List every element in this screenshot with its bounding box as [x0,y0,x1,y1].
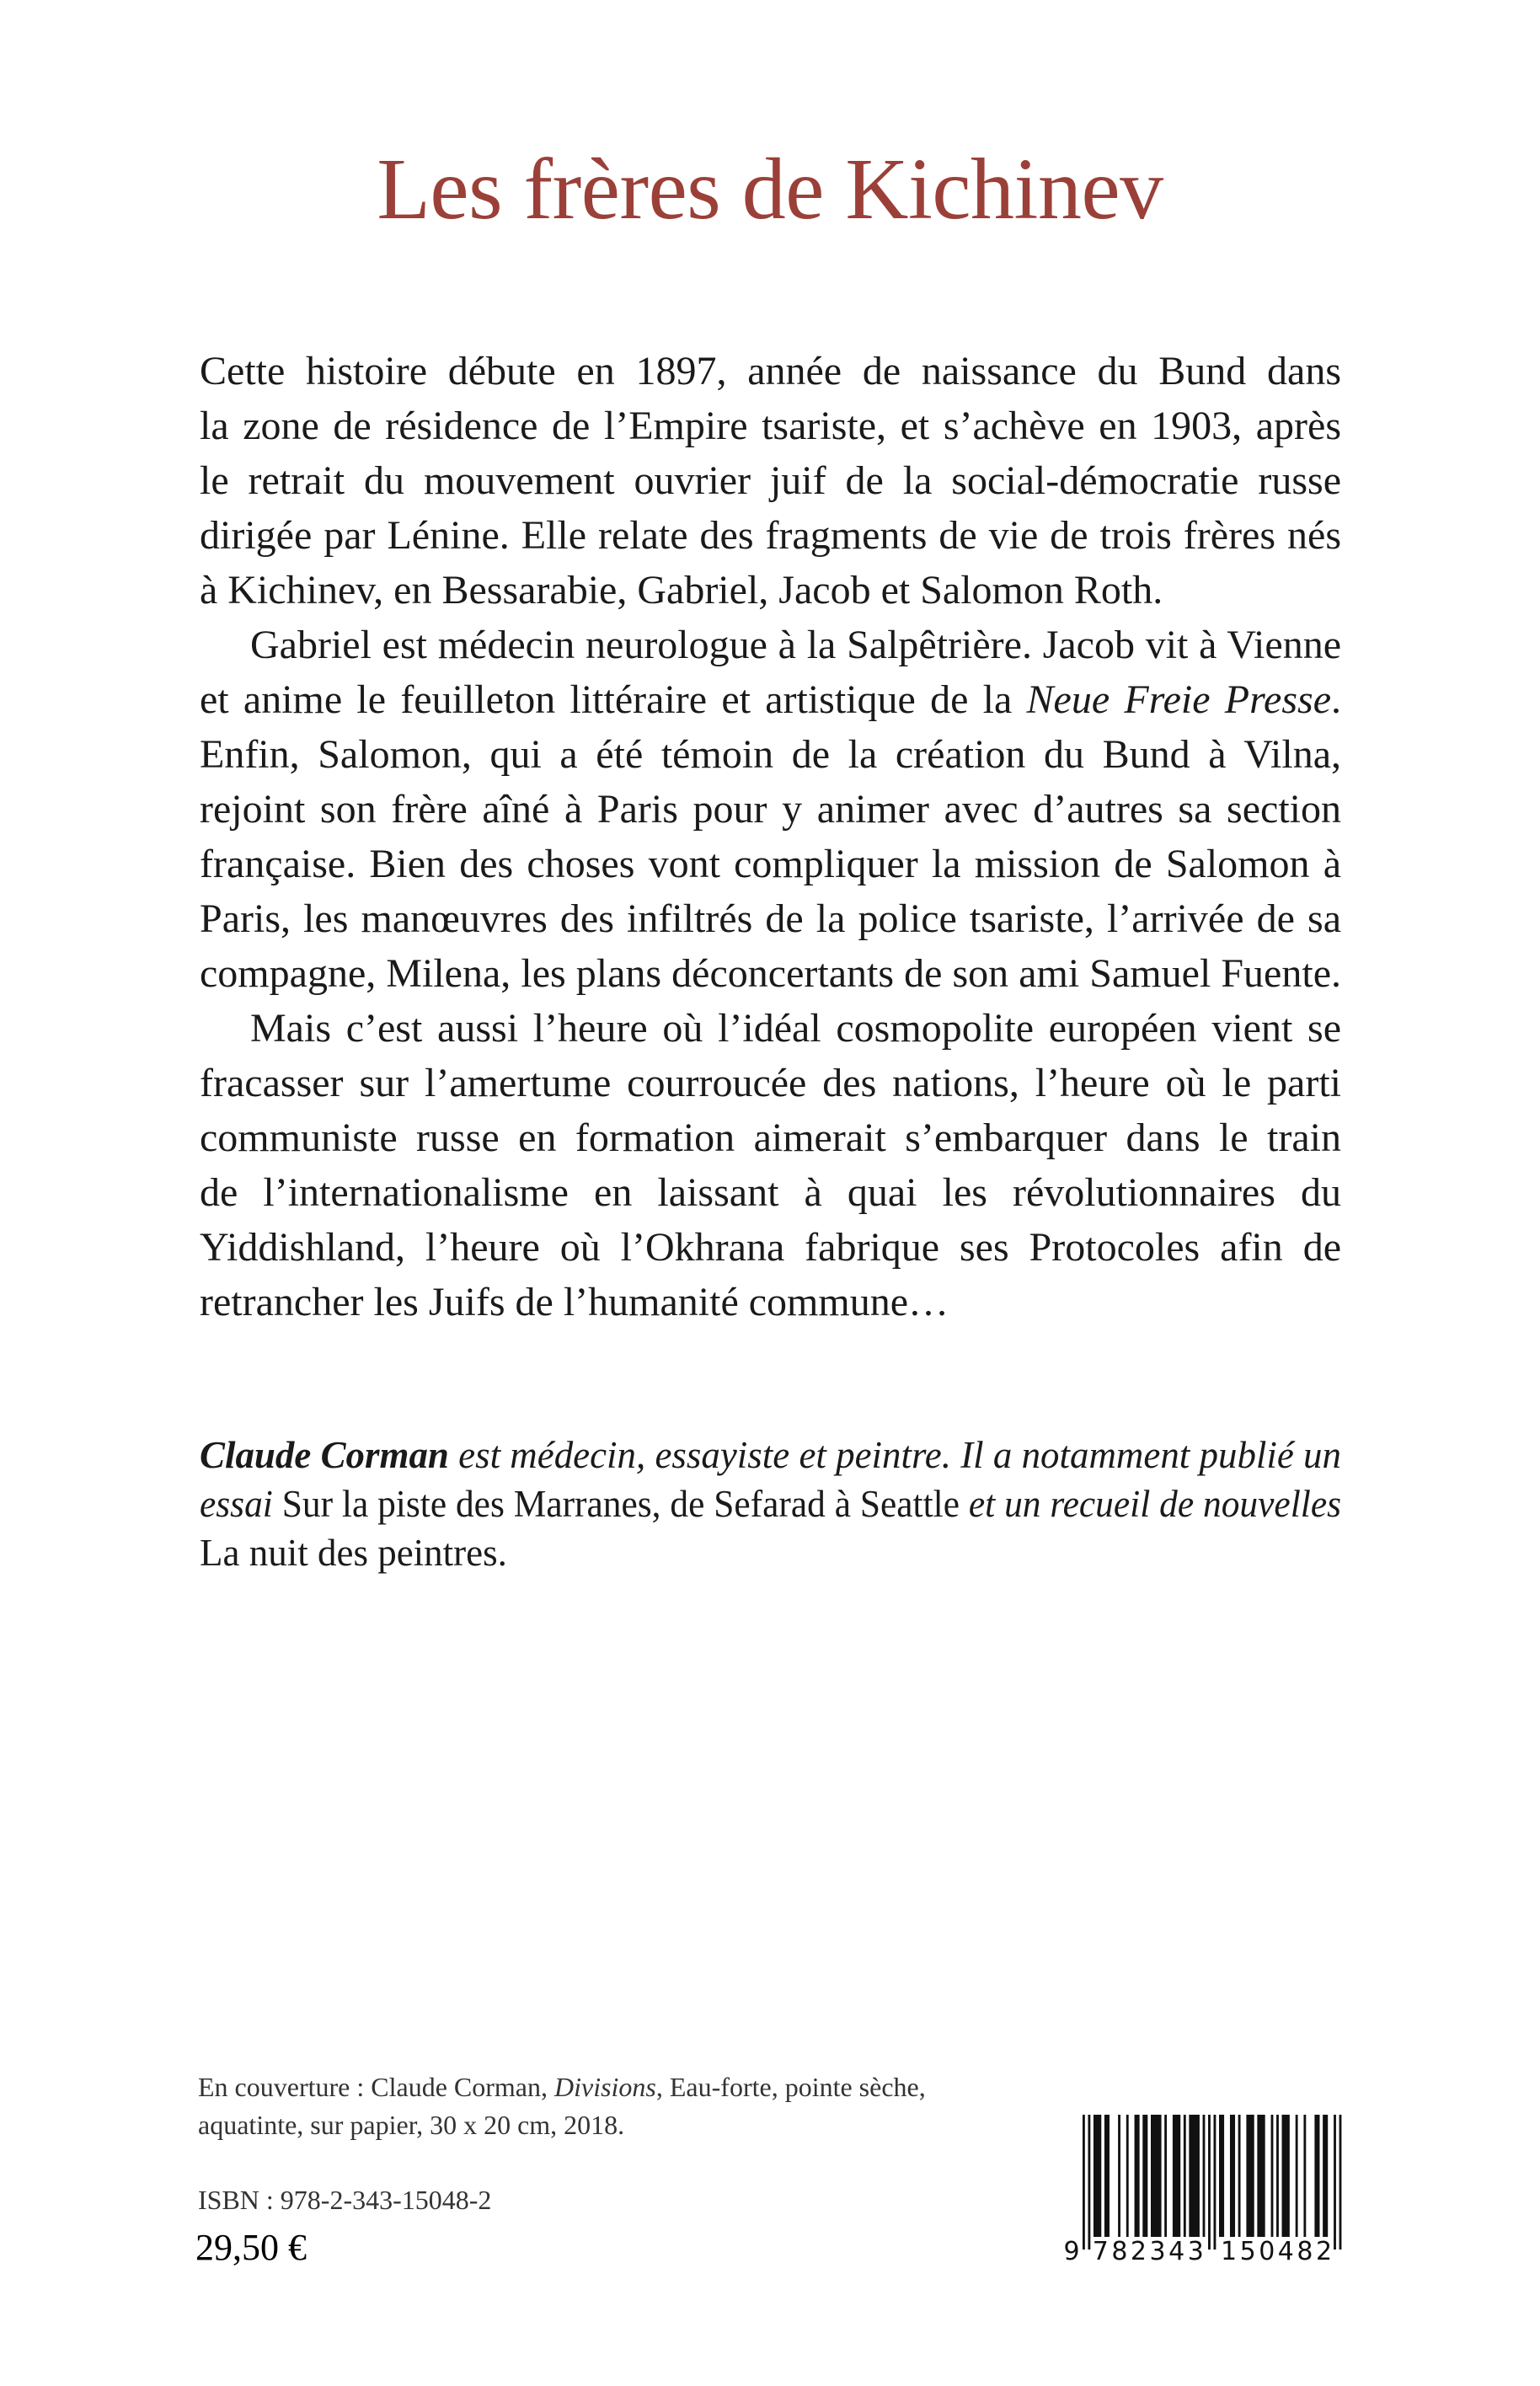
ean13-barcode [1060,2115,1346,2266]
summary-line: Mais c’est aussi l’heure où l’idéal cosmopolite européen vient se [250,1006,1341,1051]
summary-line: Cette histoire débute en 1897, année de naissance du Bund dans [200,349,1341,393]
artwork-title: Divisions [553,2072,656,2102]
credits-text: , Eau-forte, pointe sèche, [655,2072,926,2102]
summary-line: Paris, les manœuvres des infiltrés de la police tsariste, l’arrivée de sa [200,896,1341,941]
credits-line: aquatinte, sur papier, 30 x 20 cm, 2018. [198,2110,625,2140]
summary-line: Enfin, Salomon, qui a été témoin de la création du Bund à Vilna, [200,732,1341,777]
summary-line: française. Bien des choses vont compliquer la mission de Salomon à [200,842,1341,886]
summary-line: dirigée par Lénine. Elle relate des fragments de vie de trois frères nés [200,513,1341,558]
summary-line: communiste russe en formation aimerait s’embarquer dans le train [200,1115,1341,1160]
book-title-stories: La nuit des peintres. [200,1532,507,1574]
author-bio [200,1431,1341,1577]
barcode-graphic [1060,2115,1346,2266]
bio-text: et un recueil de nouvelles [968,1483,1341,1525]
isbn: ISBN : 978-2-343-15048-2 [198,2185,492,2215]
summary-line: la zone de résidence de l’Empire tsariste, et s’achève en 1903, après [200,404,1341,448]
price: 29,50 € [195,2227,307,2268]
bio-text: est médecin, essayiste et peintre. Il a notamment publié un [448,1434,1341,1476]
summary-line: compagne, Milena, les plans déconcertants de son ami Samuel Fuente. [200,951,1341,996]
bio-line [200,1528,507,1577]
bio-line [200,1431,1341,1479]
newspaper-title: Neue Freie Presse [1026,677,1331,722]
credits-line [198,2068,926,2106]
summary-line: rejoint son frère aîné à Paris pour y animer avec d’autres sa section [200,787,1341,832]
svg-text:150482: 150482 [1221,2237,1333,2266]
svg-text:782343: 782343 [1092,2237,1204,2266]
summary-line-with-title [200,672,1341,727]
summary-line: retrancher les Juifs de l’humanité commune… [200,1280,949,1324]
cover-credits [198,2068,926,2144]
summary-line: Gabriel est médecin neurologue à la Salpêtrière. Jacob vit à Vienne [250,623,1341,667]
book-title: Les frères de Kichinev [377,141,1163,238]
summary-text [200,344,1341,1329]
summary-line: à Kichinev, en Bessarabie, Gabriel, Jacob et Salomon Roth. [200,568,1163,613]
bio-text: essai [200,1483,273,1525]
summary-line: le retrait du mouvement ouvrier juif de la social-démocratie russe [200,458,1341,503]
svg-text:9: 9 [1063,2237,1080,2266]
author-name: Claude Corman [200,1434,449,1476]
summary-line: fracasser sur l’amertume courroucée des nations, l’heure où le parti [200,1061,1341,1105]
book-title-essay: Sur la piste des Marranes, de Sefarad à Seattle [272,1483,969,1525]
summary-line: Yiddishland, l’heure où l’Okhrana fabrique ses Protocoles afin de [200,1225,1341,1270]
summary-text-run: et anime le feuilleton littéraire et artistique de la [200,677,1027,722]
bio-line [200,1479,1341,1528]
summary-text-run: . [1331,677,1341,722]
credits-text: En couverture : Claude Corman, [198,2072,554,2102]
summary-line: de l’internationalisme en laissant à quai les révolutionnaires du [200,1170,1341,1215]
